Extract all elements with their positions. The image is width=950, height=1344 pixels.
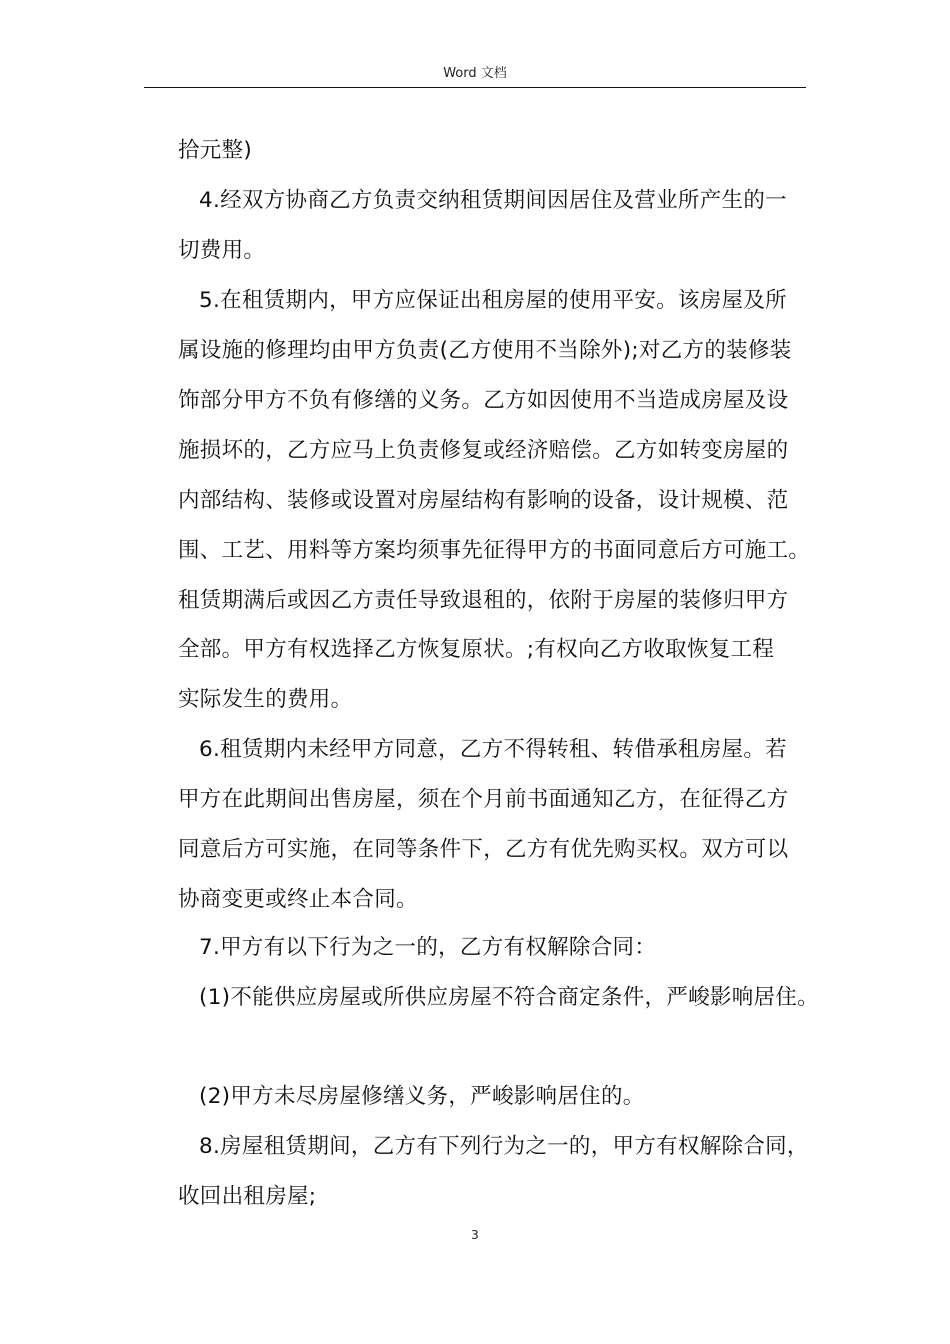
body-line: 内部结构、装修或设置对房屋结构有影响的设备，设计规模、范 xyxy=(178,488,789,513)
header-divider xyxy=(144,87,806,88)
body-line: 6.租赁期内未经甲方同意，乙方不得转租、转借承租房屋。若 xyxy=(199,737,787,762)
body-line: 甲方在此期间出售房屋，须在个月前书面通知乙方，在征得乙方 xyxy=(178,787,789,812)
body-line: 施损坏的，乙方应马上负责修复或经济赔偿。乙方如转变房屋的 xyxy=(178,438,789,463)
body-line: (1)不能供应房屋或所供应房屋不符合商定条件，严峻影响居住。 xyxy=(199,985,819,1010)
document-header-title: Word 文档 xyxy=(443,66,507,81)
body-line: 切费用。 xyxy=(178,238,266,263)
body-line: 全部。甲方有权选择乙方恢复原状。;有权向乙方收取恢复工程 xyxy=(178,637,775,662)
body-line: 收回出租房屋; xyxy=(178,1184,317,1209)
body-line: 实际发生的费用。 xyxy=(178,687,353,712)
body-line: 属设施的修理均由甲方负责(乙方使用不当除外);对乙方的装修装 xyxy=(178,338,792,363)
body-line: 同意后方可实施，在同等条件下，乙方有优先购买权。双方可以 xyxy=(178,837,789,862)
body-line: 8.房屋租赁期间，乙方有下列行为之一的，甲方有权解除合同， xyxy=(199,1134,809,1159)
page-number: 3 xyxy=(471,1228,479,1242)
body-line: 5.在租赁期内，甲方应保证出租房屋的使用平安。该房屋及所 xyxy=(199,288,787,313)
body-line: 拾元整) xyxy=(178,138,253,163)
body-line: 饰部分甲方不负有修缮的义务。乙方如因使用不当造成房屋及设 xyxy=(178,388,789,413)
body-line: 7.甲方有以下行为之一的，乙方有权解除合同： xyxy=(199,935,657,960)
body-line: 租赁期满后或因乙方责任导致退租的，依附于房屋的装修归甲方 xyxy=(178,588,789,613)
body-line: 协商变更或终止本合同。 xyxy=(178,887,418,912)
body-line: (2)甲方未尽房屋修缮义务，严峻影响居住的。 xyxy=(199,1084,645,1109)
body-line: 4.经双方协商乙方负责交纳租赁期间因居住及营业所产生的一 xyxy=(199,188,787,213)
body-line: 围、工艺、用料等方案均须事先征得甲方的书面同意后方可施工。 xyxy=(178,538,811,563)
